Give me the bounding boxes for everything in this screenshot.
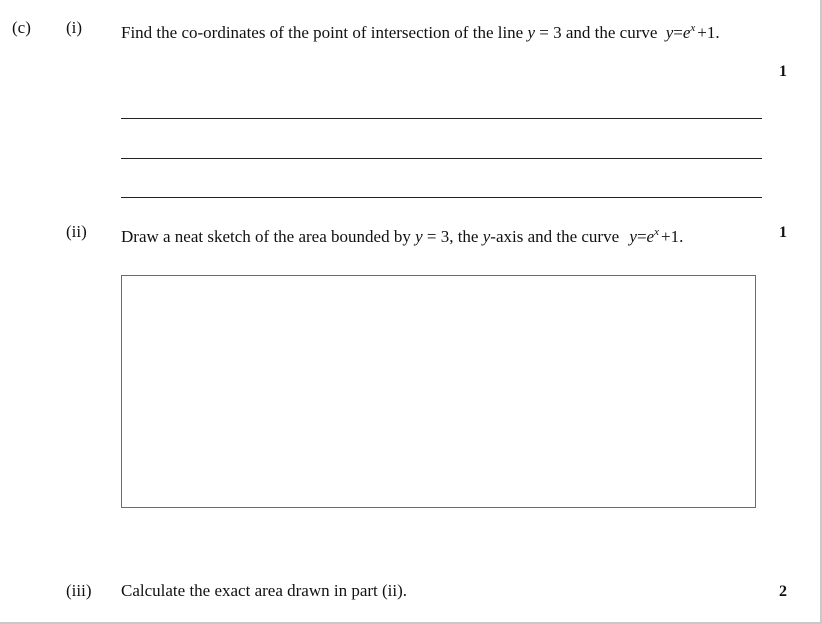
answer-line-3 — [121, 197, 762, 198]
q1-curve-eq: = — [673, 23, 683, 42]
q2-curve-tail: +1. — [660, 227, 684, 246]
q3-number: (iii) — [66, 581, 92, 600]
q2-axis-text: -axis and the curve — [490, 227, 620, 246]
sketch-answer-box[interactable] — [121, 275, 756, 508]
part-label: (c) — [12, 18, 31, 37]
q1-curve-base: e — [682, 23, 691, 42]
q1-curve-lhs: y — [665, 23, 674, 42]
q2-marks: 1 — [779, 224, 787, 241]
q2-text — [121, 222, 683, 247]
q3-text: Calculate the exact area drawn in part (ii). — [121, 581, 408, 600]
q2-number: (ii) — [66, 222, 87, 241]
q1-text-before: Find the co-ordinates of the point of intersection of the line — [121, 23, 528, 42]
q3-marks: 2 — [779, 583, 787, 600]
answer-line-2 — [121, 158, 762, 159]
q2-line-var: y — [415, 227, 423, 246]
answer-line-1 — [121, 118, 762, 119]
q1-curve-tail: +1. — [697, 23, 720, 42]
q2-curve-lhs: y — [629, 227, 637, 246]
q1-marks: 1 — [779, 63, 787, 80]
q1-line-var: y — [527, 23, 536, 42]
q1-line-eq: = 3 and the curve — [535, 23, 662, 42]
q2-line-eq: = 3, the — [422, 227, 483, 246]
q2-curve-exp: x — [654, 226, 659, 238]
q2-axis-var: y — [482, 227, 491, 246]
q2-curve-base: e — [646, 227, 655, 246]
q1-text — [121, 18, 720, 43]
q1-curve-exp: x — [690, 22, 696, 34]
q2-curve-eq: = — [636, 227, 647, 246]
q1-number: (i) — [66, 18, 83, 37]
q2-text-before: Draw a neat sketch of the area bounded by — [121, 227, 416, 246]
